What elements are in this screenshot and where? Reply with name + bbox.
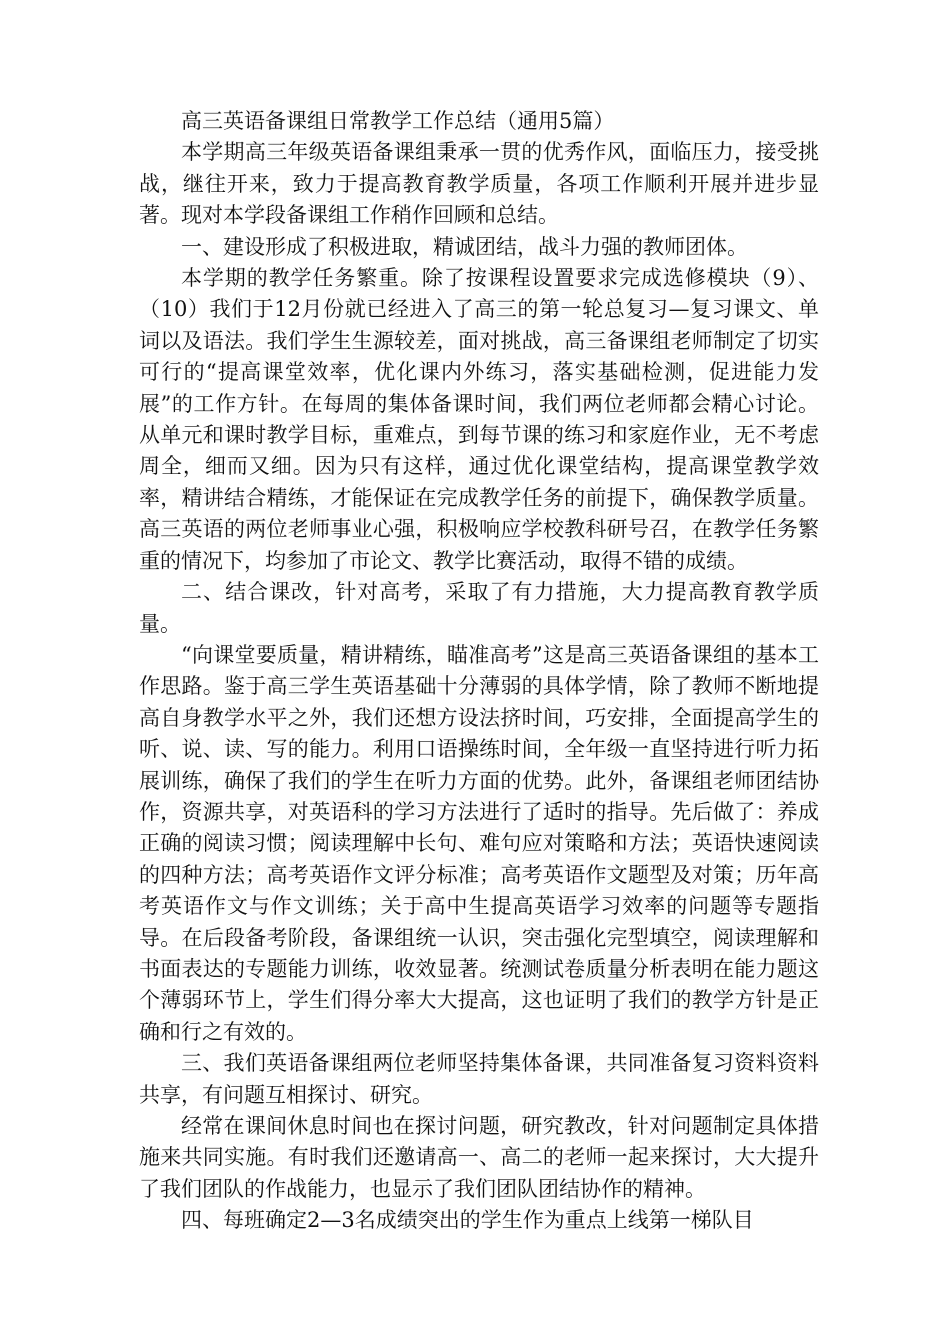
document-body (139, 106, 819, 1237)
paragraph-intro: 本学期高三年级英语备课组秉承一贯的优秀作风，面临压力，接受挑战，继往开来，致力于提高教育教学质量，各项工作顺利开展并进步显著。现对本学段备课组工作稍作回顾和总结。 (139, 140, 819, 228)
section-heading-3: 三、我们英语备课组两位老师坚持集体备课，共同准备复习资料资料共享，有问题互相探讨、研究。 (139, 1051, 819, 1107)
document-title: 高三英语备课组日常教学工作总结（通用5篇） (181, 109, 615, 133)
paragraph-section-2: “向课堂要质量，精讲精练，瞄准高考”这是高三英语备课组的基本工作思路。鉴于高三学生英语基础十分薄弱的具体学情，除了教师不断地提高自身教学水平之外，我们还想方设法挤时间，巧安排，全面提高学生的听、说、读、写的能力。利用口语操练时间，全年级一直坚持进行听力拓展训练，确保了我们的学生在听力方面的优势。此外，备课组老师团结协作，资源共享，对英语科的学习方法进行了适时的指导。先后做了：养成正确的阅读习惯；阅读理解中长句、难句应对策略和方法；英语快速阅读的四种方法；高考英语作文评分标准；高考英语作文题型及对策；历年高考英语作文与作文训练；关于高中生提高英语学习效率的问题等专题指导。在后段备考阶段，备课组统一认识，突击强化完型填空，阅读理解和书面表达的专题能力训练，收效显著。统测试卷质量分析表明在能力题这个薄弱环节上，学生们得分率大大提高，这也证明了我们的教学方针是正确和行之有效的。 (139, 642, 819, 1044)
section-heading-2: 二、结合课改，针对高考，采取了有力措施，大力提高教育教学质量。 (139, 580, 819, 636)
section-heading-4: 四、每班确定2—3名成绩突出的学生作为重点上线第一梯队目 (181, 1208, 754, 1233)
paragraph-section-1: 本学期的教学任务繁重。除了按课程设置要求完成选修模块（9）、（10）我们于12月份就已经进入了高三的第一轮总复习—复习课文、单词以及语法。我们学生生源较差，面对挑战，高三备课组老师制定了切实可行的“提高课堂效率，优化课内外练习，落实基础检测，促进能力发展”的工作方针。在每周的集体备课时间，我们两位老师都会精心讨论。从单元和课时教学目标，重难点，到每节课的练习和家庭作业，无不考虑周全，细而又细。因为只有这样，通过优化课堂结构，提高课堂教学效率，精讲结合精练，才能保证在完成教学任务的前提下，确保教学质量。高三英语的两位老师事业心强，积极响应学校教科研号召，在教学任务繁重的情况下，均参加了市论文、教学比赛活动，取得不错的成绩。 (139, 266, 819, 573)
section-heading-1: 一、建设形成了积极进取，精诚团结，战斗力强的教师团体。 (181, 234, 748, 259)
paragraph-section-3: 经常在课间休息时间也在探讨问题，研究教改，针对问题制定具体措施来共同实施。有时我们还邀请高一、高二的老师一起来探讨，大大提升了我们团队的作战能力，也显示了我们团队团结协作的精神。 (139, 1114, 819, 1201)
